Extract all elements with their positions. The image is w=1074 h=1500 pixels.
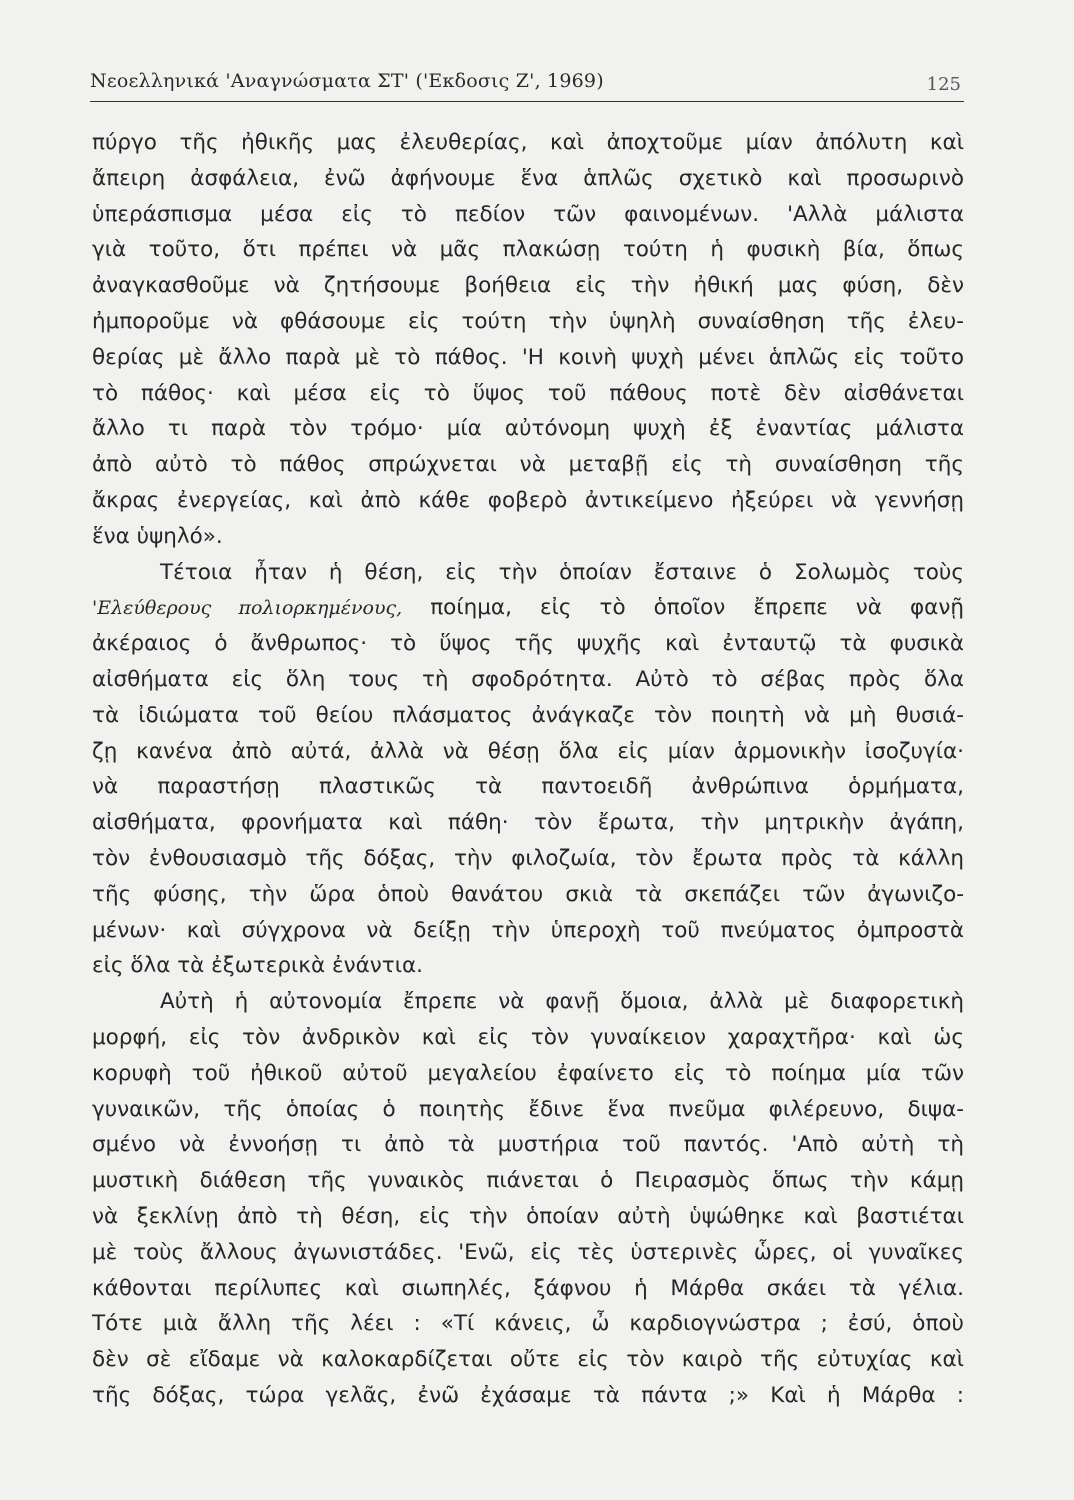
text-line: μυστικὴ διάθεση τῆς γυναικὸς πιάνεται ὁ Πειρασμὸς ὅπως τὴν κάμῃ bbox=[92, 1168, 964, 1194]
text-line: ζῃ κανένα ἀπὸ αὐτά, ἀλλὰ νὰ θέσῃ ὅλα εἰς μίαν ἁρμονικὴν ἰσοζυγία· bbox=[92, 738, 964, 764]
text-line: νὰ ξεκλίνῃ ἀπὸ τὴ θέση, εἰς τὴν ὁποίαν αὐτὴ ὑψώθηκε καὶ βαστιέται bbox=[92, 1203, 964, 1229]
text-line: γιὰ τοῦτο, ὅτι πρέπει νὰ μᾶς πλακώσῃ τούτη ἡ φυσικὴ βία, ὅπως bbox=[92, 237, 964, 263]
text-line: ἀπὸ αὐτὸ τὸ πάθος σπρώχνεται νὰ μεταβῇ εἰς τὴ συναίσθηση τῆς bbox=[92, 452, 964, 478]
text-line: εἰς ὅλα τὰ ἐξωτερικὰ ἐνάντια. bbox=[92, 953, 424, 979]
text-line: δὲν σὲ εἴδαμε νὰ καλοκαρδίζεται οὔτε εἰς τὸν καιρὸ τῆς εὐτυχίας καὶ bbox=[92, 1347, 964, 1373]
text-line: Τότε μιὰ ἄλλη τῆς λέει : «Τί κάνεις, ὦ καρδιογνώστρα ; ἐσύ, ὁποὺ bbox=[92, 1311, 964, 1337]
text-line: ἠμποροῦμε νὰ φθάσουμε εἰς τούτη τὴν ὑψηλὴ συναίσθηση τῆς ἐλευ- bbox=[92, 308, 964, 334]
text-line: αἰσθήματα, φρονήματα καὶ πάθη· τὸν ἔρωτα, τὴν μητρικὴν ἀγάπη, bbox=[92, 810, 964, 836]
text-line: πύργο τῆς ἠθικῆς μας ἐλευθερίας, καὶ ἀποχτοῦμε μίαν ἀπόλυτη καὶ bbox=[92, 130, 964, 155]
text-line: τὸν ἐνθουσιασμὸ τῆς δόξας, τὴν φιλοζωία, τὸν ἔρωτα πρὸς τὰ κάλλη bbox=[92, 845, 964, 871]
text-line: μὲ τοὺς ἄλλους ἀγωνιστάδες. 'Ενῶ, εἰς τὲς ὑστερινὲς ὧρες, οἱ γυναῖκες bbox=[92, 1239, 964, 1265]
paragraph-2 bbox=[92, 555, 964, 985]
text-line: κάθονται περίλυπες καὶ σιωπηλές, ξάφνου ἡ Μάρθα σκάει τὰ γέλια. bbox=[92, 1275, 964, 1301]
header-rule bbox=[90, 101, 964, 102]
text-line: ὑπεράσπισμα μέσα εἰς τὸ πεδίον τῶν φαινομένων. 'Αλλὰ μάλιστα bbox=[92, 201, 964, 227]
text-line-with-title bbox=[92, 590, 964, 626]
paragraph-3 bbox=[92, 984, 964, 1414]
text-line: ἄλλο τι παρὰ τὸν τρόμο· μία αὐτόνομη ψυχὴ ἐξ ἐναντίας μάλιστα bbox=[92, 416, 964, 442]
text-line: σμένο νὰ ἐννοήσῃ τι ἀπὸ τὰ μυστήρια τοῦ παντός. 'Απὸ αὐτὴ τὴ bbox=[92, 1132, 964, 1158]
text-line: αἰσθήματα εἰς ὅλη τους τὴ σφοδρότητα. Αὐτὸ τὸ σέβας πρὸς ὅλα bbox=[92, 666, 964, 692]
text-line: τῆς δόξας, τώρα γελᾶς, ἐνῶ ἐχάσαμε τὰ πάντα ;» Καὶ ἡ Μάρθα : bbox=[92, 1382, 964, 1408]
running-title: Νεοελληνικά 'Αναγνώσματα ΣΤ' ('Εκδοσις Ζ', 1969) bbox=[90, 70, 604, 92]
text-line: γυναικῶν, τῆς ὁποίας ὁ ποιητὴς ἔδινε ἕνα πνεῦμα φιλέρευνο, διψα- bbox=[92, 1096, 964, 1122]
text-line: μορφή, εἰς τὸν ἀνδρικὸν καὶ εἰς τὸν γυναίκειον χαραχτῆρα· καὶ ὡς bbox=[92, 1024, 964, 1050]
text-line-rest: ποίημα, εἰς τὸ ὁποῖον ἔπρεπε νὰ φανῇ bbox=[430, 595, 964, 621]
text-line: ἀκέραιος ὁ ἄνθρωπος· τὸ ὕψος τῆς ψυχῆς καὶ ἐνταυτῷ τὰ φυσικὰ bbox=[92, 631, 964, 657]
text-line: ἄκρας ἐνεργείας, καὶ ἀπὸ κάθε φοβερὸ ἀντικείμενο ἠξεύρει νὰ γεννήσῃ bbox=[92, 487, 964, 513]
text-line: ἄπειρη ἀσφάλεια, ἐνῶ ἀφήνουμε ἕνα ἁπλῶς σχετικὸ καὶ προσωρινὸ bbox=[92, 165, 964, 191]
text-line: νὰ παραστήσῃ πλαστικῶς τὰ παντοειδῆ ἀνθρώπινα ὁρμήματα, bbox=[92, 774, 964, 800]
text-line: μένων· καὶ σύγχρονα νὰ δείξῃ τὴν ὑπεροχὴ τοῦ πνεύματος ὀμπροστὰ bbox=[92, 917, 964, 943]
text-line: κορυφὴ τοῦ ἠθικοῦ αὐτοῦ μεγαλείου ἐφαίνετο εἰς τὸ ποίημα μία τῶν bbox=[92, 1060, 964, 1086]
body-text bbox=[92, 125, 964, 1414]
running-header bbox=[90, 70, 965, 98]
text-line: ἀναγκασθοῦμε νὰ ζητήσουμε βοήθεια εἰς τὴν ἠθική μας φύση, δὲν bbox=[92, 273, 964, 299]
poem-title: 'Ελεύθερους πολιορκημένους, bbox=[92, 597, 403, 620]
text-line: τῆς φύσης, τὴν ὥρα ὁποὺ θανάτου σκιὰ τὰ σκεπάζει τῶν ἀγωνιζο- bbox=[92, 881, 964, 907]
text-line: θερίας μὲ ἄλλο παρὰ μὲ τὸ πάθος. 'Η κοινὴ ψυχὴ μένει ἁπλῶς εἰς τοῦτο bbox=[92, 344, 964, 370]
text-line: ἕνα ὑψηλό». bbox=[92, 523, 223, 549]
text-line: τὰ ἰδιώματα τοῦ θείου πλάσματος ἀνάγκαζε τὸν ποιητὴ νὰ μὴ θυσιά- bbox=[92, 702, 964, 728]
text-line: τὸ πάθος· καὶ μέσα εἰς τὸ ὕψος τοῦ πάθους ποτὲ δὲν αἰσθάνεται bbox=[92, 380, 964, 406]
text-line: Τέτοια ἦταν ἡ θέση, εἰς τὴν ὁποίαν ἔσταινε ὁ Σολωμὸς τοὺς bbox=[160, 559, 964, 585]
paragraph-1 bbox=[92, 125, 964, 555]
page-number: 125 bbox=[926, 74, 961, 95]
text-line: Αὐτὴ ἡ αὐτονομία ἔπρεπε νὰ φανῇ ὅμοια, ἀλλὰ μὲ διαφορετικὴ bbox=[160, 989, 964, 1015]
